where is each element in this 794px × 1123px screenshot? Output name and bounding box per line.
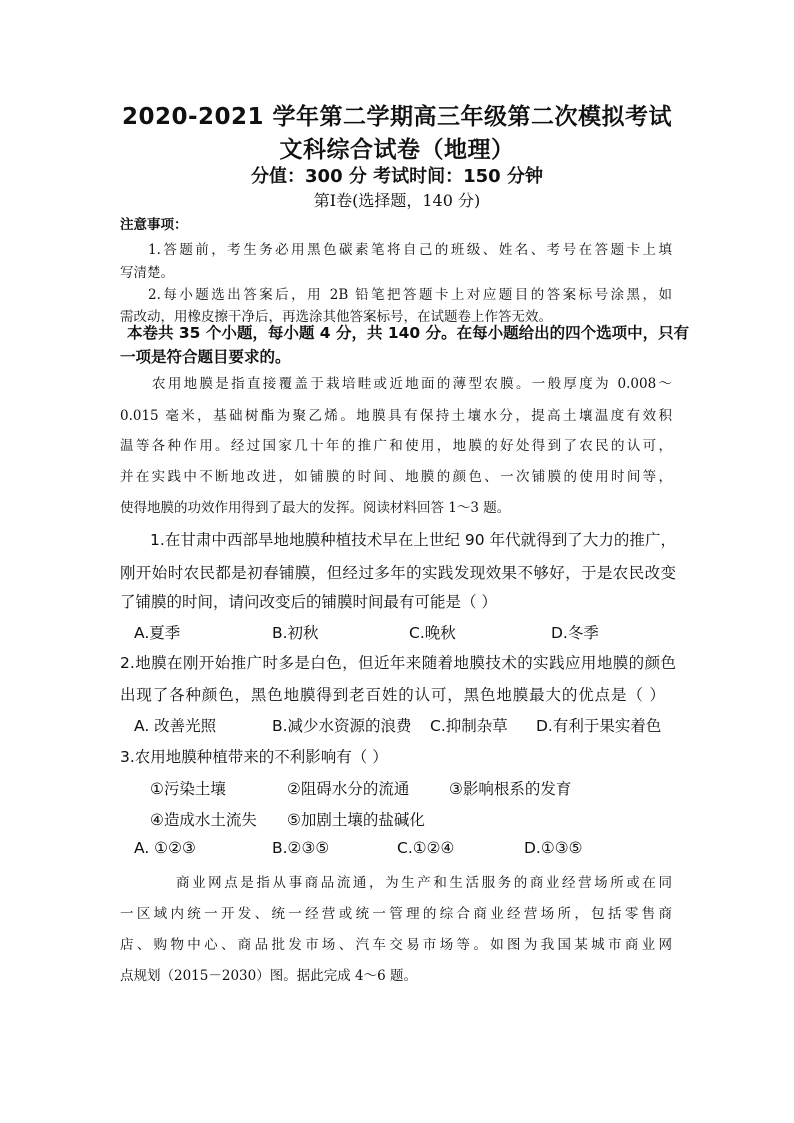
question-1-line: 1.在甘肃中西部旱地地膜种植技术早在上世纪 90 年代就得到了大力的推广， xyxy=(150,531,676,549)
passage2-line: 商业网点是指从事商品流通，为生产和生活服务的商业经营场所或在同 xyxy=(176,875,672,891)
section-rule-cont: 一项是符合题目要求的。 xyxy=(120,348,291,366)
q3-option-a[interactable]: A. ①②③ xyxy=(134,839,196,857)
section-rule: 本卷共 35 个小题，每小题 4 分，共 140 分。在每小题给出的四个选项中，只有 xyxy=(127,324,690,342)
q1-option-b[interactable]: B.初秋 xyxy=(272,624,319,642)
passage1-line: 农用地膜是指直接覆盖于栽培畦或近地面的薄型农膜。一般厚度为 0.008～ xyxy=(152,376,672,392)
q3-item-2: ②阻碍水分的流通 xyxy=(287,780,410,798)
q2-option-c[interactable]: C.抑制杂草 xyxy=(430,717,508,735)
question-2-line: 出现了各种颜色，黑色地膜得到老百姓的认可，黑色地膜最大的优点是（ ） xyxy=(120,686,665,704)
question-1-line: 刚开始时农民都是初春铺膜，但经过多年的实践发现效果不够好，于是农民改变 xyxy=(120,564,676,582)
section-heading: 第Ⅰ卷(选择题，140 分) xyxy=(313,191,481,210)
q1-option-c[interactable]: C.晚秋 xyxy=(409,624,456,642)
q1-option-a[interactable]: A.夏季 xyxy=(134,624,181,642)
passage1-line: 使得地膜的功效作用得到了最大的发挥。阅读材料回答 1～3 题。 xyxy=(120,500,511,516)
passage1-line: 0.015 毫米，基础树酯为聚乙烯。地膜具有保持土壤水分，提高土壤温度有效积 xyxy=(120,408,672,424)
q3-option-c[interactable]: C.①②④ xyxy=(397,839,455,857)
q3-item-3: ③影响根系的发育 xyxy=(449,780,572,798)
q3-option-d[interactable]: D.①③⑤ xyxy=(524,839,583,857)
notice-item-1: 1.答题前，考生务必用黑色碳素笔将自己的班级、姓名、考号在答题卡上填 xyxy=(148,242,672,258)
passage1-line: 温等各种作用。经过国家几十年的推广和使用，地膜的好处得到了农民的认可， xyxy=(120,438,672,454)
passage2-line: 一区域内统一开发、统一经营或统一管理的综合商业经营场所，包括零售商 xyxy=(120,906,672,922)
exam-subtitle: 文科综合试卷（地理） xyxy=(279,137,515,163)
q2-option-d[interactable]: D.有利于果实着色 xyxy=(536,717,662,735)
question-1-line: 了铺膜的时间，请问改变后的铺膜时间最有可能是（ ） xyxy=(120,593,497,611)
passage1-line: 并在实践中不断地改进，如铺膜的时间、地膜的颜色、一次铺膜的使用时间等， xyxy=(120,469,672,485)
q2-option-a[interactable]: A. 改善光照 xyxy=(134,717,217,735)
q2-option-b[interactable]: B.减少水资源的浪费 xyxy=(272,717,412,735)
q3-option-b[interactable]: B.②③⑤ xyxy=(272,839,330,857)
notice-item-2-cont: 需改动，用橡皮擦干净后，再选涂其他答案标号，在试题卷上作答无效。 xyxy=(120,309,552,325)
question-3-line: 3.农用地膜种植带来的不利影响有（ ） xyxy=(120,748,388,766)
passage2-line: 点规划（2015－2030）图。据此完成 4～6 题。 xyxy=(120,968,417,984)
q3-item-4: ④造成水土流失 xyxy=(150,811,257,829)
exam-title: 2020-2021 学年第二学期高三年级第二次模拟考试 xyxy=(121,104,673,130)
q1-option-d[interactable]: D.冬季 xyxy=(551,624,599,642)
passage2-line: 店、购物中心、商品批发市场、汽车交易市场等。如图为我国某城市商业网 xyxy=(120,937,672,953)
question-2-line: 2.地膜在刚开始推广时多是白色，但近年来随着地膜技术的实践应用地膜的颜色 xyxy=(120,654,676,672)
notice-item-1-cont: 写清楚。 xyxy=(120,265,174,281)
q3-item-1: ①污染土壤 xyxy=(150,780,226,798)
notice-heading: 注意事项： xyxy=(120,217,188,233)
notice-item-2: 2.每小题选出答案后，用 2B 铅笔把答题卡上对应题目的答案标号涂黑，如 xyxy=(148,287,672,303)
score-time-line: 分值：300 分 考试时间：150 分钟 xyxy=(251,166,543,187)
q3-item-5: ⑤加剧土壤的盐碱化 xyxy=(287,811,425,829)
